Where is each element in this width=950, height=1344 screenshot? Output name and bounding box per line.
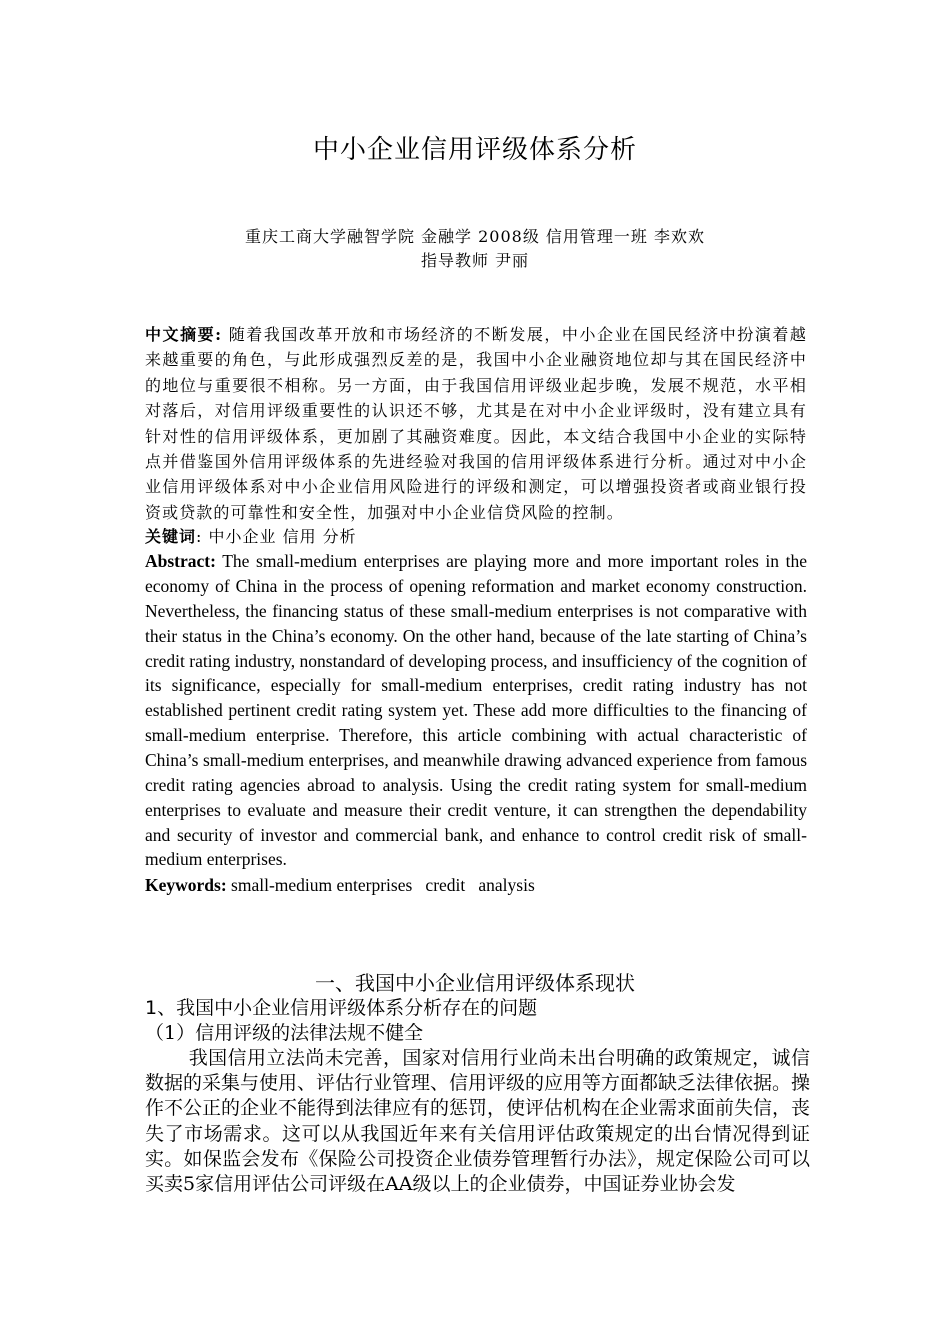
subsubsection-heading: （1）信用评级的法律法规不健全 [145,1022,424,1044]
chinese-keywords-text: : 中小企业 信用 分析 [196,527,357,547]
english-keywords [145,872,807,898]
chinese-abstract-label: 中文摘要: [145,325,223,344]
chinese-abstract [145,322,807,525]
chinese-keywords-label: 关键词 [145,527,197,547]
english-abstract-text: The small-medium enterprises are playing more and more important roles in the economy of China in the process of opening reformation and market economy construction. Nevertheless, the financing status of these small-medium enterprises is not comparative with their status in the China’s economy. On the other hand, because of the late starting of China’s credit rating industry, nonstandard of developing process, and insufficiency of the cognition of its significance, especially for small-medium enterprises, credit rating industry has not established pertinent credit rating system yet. These add more difficulties to the financing of small-medium enterprise. Therefore, this article combining with actual characteristic of China’s small-medium enterprises, and meanwhile drawing advanced experience from famous credit rating agencies abroad to analysis. Using the credit rating system for small-medium enterprises to evaluate and measure their credit venture, it can strengthen the dependability and security of investor and commercial bank, and enhance to control credit risk of small-medium enterprises. [145,551,807,870]
author-line: 重庆工商大学融智学院 金融学 2008级 信用管理一班 李欢欢 [244,227,706,246]
page-title: 中小企业信用评级体系分析 [312,135,637,165]
english-abstract-label: Abstract: [145,551,216,572]
english-abstract [145,549,807,872]
chinese-keywords [145,525,807,549]
advisor-line: 指导教师 尹丽 [420,251,530,270]
subsection-heading: 1、我国中小企业信用评级体系分析存在的问题 [145,997,538,1019]
abstract-block [145,322,807,898]
body-paragraph: 我国信用立法尚未完善，国家对信用行业尚未出台明确的政策规定，诚信数据的采集与使用、评估行业管理、信用评级的应用等方面都缺乏法律依据。操作不公正的企业不能得到法律应有的惩罚，使评估机构在企业需求面前失信，丧失了市场需求。这可以从我国近年来有关信用评估政策规定的出台情况得到证实。如保监会发布《保险公司投资企业债券管理暂行办法》，规定保险公司可以买卖5家信用评估公司评级在AA级以上的企业债券，中国证券业协会发 [145,1047,811,1196]
english-keywords-label: Keywords: [145,875,227,896]
section-body [145,995,810,1197]
chinese-abstract-text: 随着我国改革开放和市场经济的不断发展，中小企业在国民经济中扮演着越来越重要的角色，与此形成强烈反差的是，我国中小企业融资地位却与其在国民经济中的地位与重要很不相称。另一方面，由于我国信用评级业起步晚，发展不规范，水平相对落后，对信用评级重要性的认识还不够，尤其是在对中小企业评级时，没有建立具有针对性的信用评级体系，更加剧了其融资难度。因此，本文结合我国中小企业的实际特点并借鉴国外信用评级体系的先进经验对我国的信用评级体系进行分析。通过对中小企业信用评级体系对中小企业信用风险进行的评级和测定，可以增强投资者或商业银行投资或贷款的可靠性和安全性，加强对中小企业信贷风险的控制。 [145,325,807,522]
english-keywords-text: small-medium enterprises credit analysis [226,875,535,896]
section-heading: 一、我国中小企业信用评级体系现状 [315,971,635,995]
